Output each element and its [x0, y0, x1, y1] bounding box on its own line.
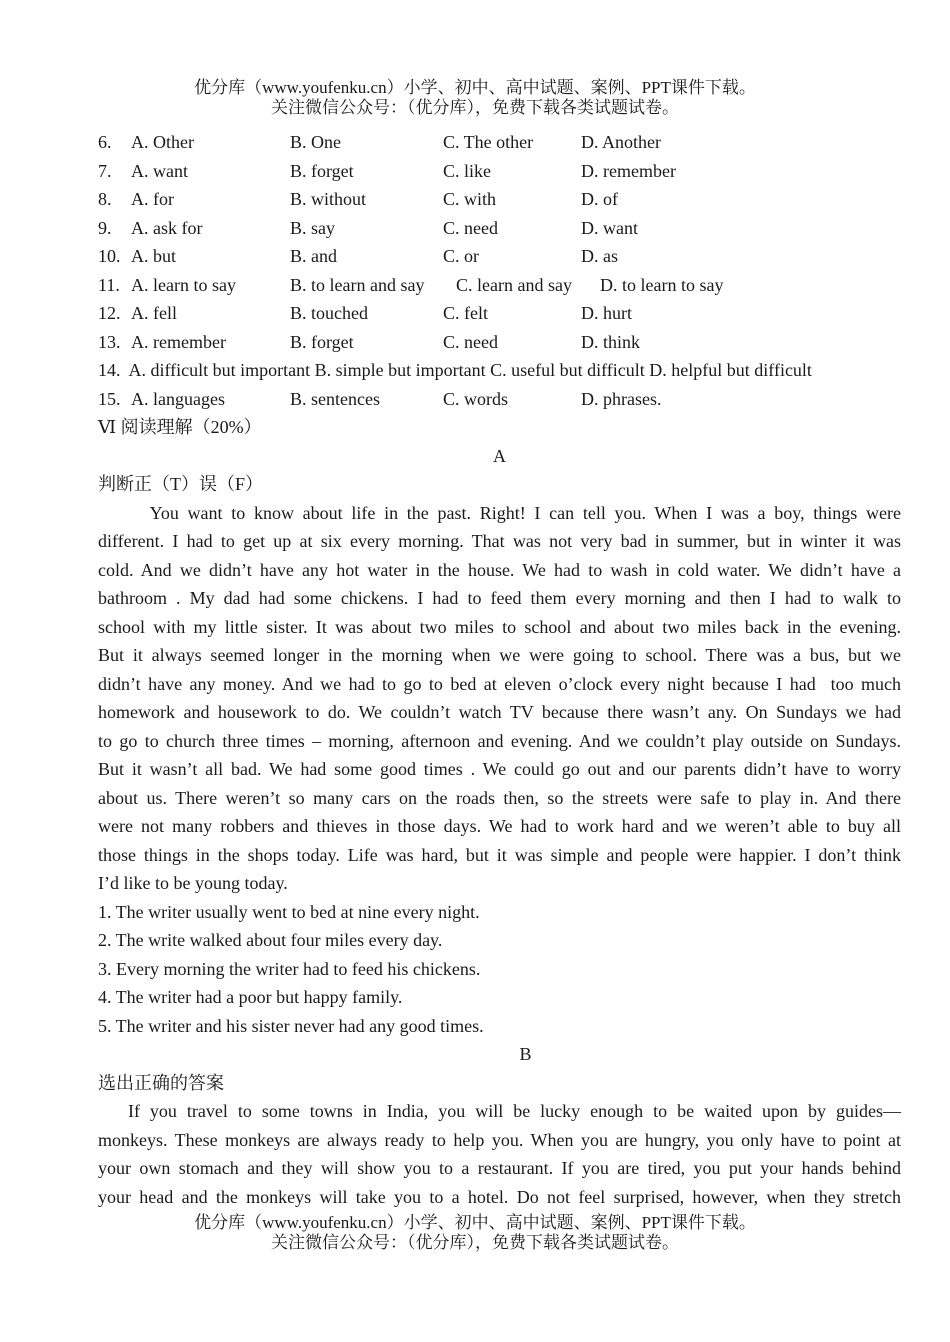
option-d: D. as [581, 246, 618, 266]
passage-line: cold. And we didn’t have any hot water in the house. We had to wash in cold water. We didn’t have a [98, 559, 901, 580]
passage-line: monkeys. These monkeys are always ready to help you. When you are hungry, you only have to point at [98, 1129, 901, 1150]
question-number: 13. [98, 331, 121, 352]
statement-item: 4. The writer had a poor but happy family. [98, 987, 403, 1007]
option-c: C. felt [443, 303, 488, 323]
option-d: D. phrases. [581, 388, 662, 409]
option-b: B. One [290, 132, 341, 152]
option-d: D. think [581, 331, 641, 352]
option-a: A. fell [131, 303, 177, 323]
option-c: C. like [443, 160, 491, 181]
passage-line: bathroom . My dad had some chickens. I had to feed them every morning and then I had to walk to [98, 588, 901, 608]
question-number: 8. [98, 189, 112, 209]
section-6-title: Ⅵ 阅读理解（20%） [98, 417, 262, 437]
multiple-choice-block [98, 128, 901, 413]
option-b: B. sentences [290, 388, 380, 409]
option-a: A. remember [131, 331, 226, 352]
exam-content [98, 128, 901, 1211]
option-b: B. without [290, 189, 367, 209]
passage-line: your head and the monkeys will take you to a hotel. Do not feel surprised, however, when they stretch [98, 1186, 901, 1207]
option-a: A. learn to say [131, 274, 236, 295]
option-d: D. of [581, 189, 618, 209]
passage-a [98, 499, 901, 898]
option-d: D. to learn to say [600, 274, 724, 295]
part-b-label: B [519, 1044, 532, 1064]
option-a: A. ask for [131, 217, 203, 238]
option-b: B. forget [290, 160, 354, 181]
statement-item: 2. The write walked about four miles every day. [98, 930, 443, 950]
question-row [98, 214, 901, 243]
passage-line: If you travel to some towns in India, you will be lucky enough to be waited upon by guides— [98, 1101, 901, 1121]
question-row [98, 128, 901, 157]
true-false-statements [98, 898, 901, 1041]
part-a-instruction: 判断正（T）误（F） [98, 474, 264, 494]
question-row [98, 185, 901, 214]
option-b: B. forget [290, 331, 354, 352]
question-row [98, 157, 901, 186]
option-a: A. want [131, 160, 188, 181]
question-number: 10. [98, 246, 121, 266]
passage-line: those things in the shops today. Life was hard, but it was simple and people were happier. I don’t think [98, 844, 901, 865]
question-row [98, 328, 901, 357]
question-number: 9. [98, 217, 112, 238]
footer-line-1: 优分库（www.youfenku.cn）小学、初中、高中试题、案例、PPT课件下载。 [194, 1213, 756, 1232]
passage-line: school with my little sister. It was about two miles to school and about two miles back in the evening. [98, 616, 901, 637]
option-d: D. want [581, 217, 638, 238]
option-c: C. with [443, 189, 497, 209]
statement-item: 5. The writer and his sister never had any good times. [98, 1015, 484, 1036]
question-number: 15. [98, 388, 121, 409]
question-number: 11. [98, 274, 120, 295]
part-a-label: A [493, 445, 506, 466]
option-c: C. need [443, 217, 498, 238]
passage-line: But it wasn’t all bad. We had some good times . We could go out and our parents didn’t have to worry [98, 759, 901, 779]
page-footer [0, 1213, 950, 1253]
option-b: B. to learn and say [290, 274, 425, 295]
question-number: 6. [98, 132, 112, 152]
question-row [98, 271, 901, 300]
statement-item: 1. The writer usually went to bed at nine every night. [98, 901, 480, 922]
option-a: A. for [131, 189, 174, 209]
passage-line: homework and housework to do. We couldn’t watch TV because there wasn’t any. On Sundays we had [98, 702, 901, 722]
question-row [98, 385, 901, 414]
question-number: 12. [98, 303, 121, 323]
question-row [98, 299, 901, 328]
option-a: A. Other [131, 132, 194, 152]
option-c: C. or [443, 246, 479, 266]
passage-line: didn’t have any money. And we had to go to bed at eleven o’clock every night because I had too much [98, 673, 901, 694]
option-a: A. but [131, 246, 176, 266]
passage-line: were not many robbers and thieves in those days. We had to work hard and we weren’t able to buy all [98, 816, 901, 836]
option-c: C. words [443, 388, 509, 409]
question-number: 7. [98, 160, 112, 181]
page-header [0, 78, 950, 118]
passage-line: about us. There weren’t so many cars on the roads then, so the streets were safe to play in. And there [98, 787, 901, 808]
question-row: 14. A. difficult but important B. simple but important C. useful but difficult D. helpful but difficult [98, 360, 812, 380]
passage-line: different. I had to get up at six every morning. That was not very bad in summer, but in winter it was [98, 531, 901, 551]
option-b: B. say [290, 217, 335, 238]
option-b: B. touched [290, 303, 368, 323]
question-row [98, 242, 901, 271]
option-c: C. need [443, 331, 498, 352]
passage-line: I’d like to be young today. [98, 873, 288, 893]
part-b-instruction: 选出正确的答案 [98, 1072, 224, 1093]
option-c: C. The other [443, 132, 534, 152]
footer-line-2: 关注微信公众号：（优分库），免费下载各类试题试卷。 [271, 1233, 679, 1252]
passage-line: to go to church three times – morning, afternoon and evening. And we couldn’t play outside on Sundays. [98, 730, 901, 751]
passage-line: your own stomach and they will show you to a restaurant. If you are tired, you put your hands behind [98, 1158, 901, 1178]
passage-line: You want to know about life in the past. Right! I can tell you. When I was a boy, things were [98, 502, 901, 523]
passage-b [98, 1097, 901, 1211]
statement-item: 3. Every morning the writer had to feed his chickens. [98, 958, 481, 979]
header-line-2: 关注微信公众号：（优分库），免费下载各类试题试卷。 [271, 98, 679, 117]
option-b: B. and [290, 246, 337, 266]
option-d: D. remember [581, 160, 676, 181]
option-d: D. Another [581, 132, 661, 152]
passage-line: But it always seemed longer in the morning when we were going to school. There was a bus, but we [98, 645, 901, 665]
option-c: C. learn and say [456, 274, 572, 295]
header-line-1: 优分库（www.youfenku.cn）小学、初中、高中试题、案例、PPT课件下载。 [194, 78, 756, 97]
option-a: A. languages [131, 388, 225, 409]
option-d: D. hurt [581, 303, 632, 323]
